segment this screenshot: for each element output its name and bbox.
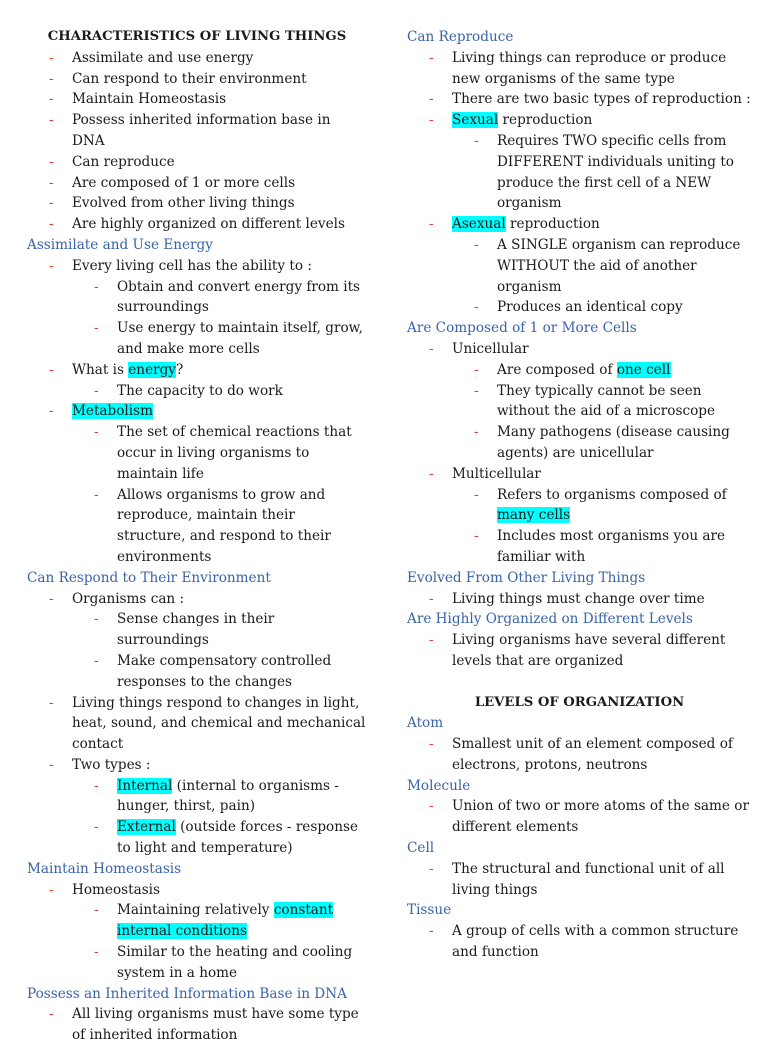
bullet-dash: - xyxy=(49,1006,54,1023)
highlighted-term: one cell xyxy=(616,361,671,378)
section-heading-tissue: Tissue xyxy=(407,902,452,919)
list-item: - Maintain Homeostasis xyxy=(27,89,367,110)
list-item: - All living organisms must have some type of inherited information xyxy=(49,1006,359,1044)
highlighted-term: Internal xyxy=(117,777,173,794)
highlighted-term: Metabolism xyxy=(72,403,153,420)
bullet-dash: - xyxy=(49,91,54,108)
list-item: - Are composed of 1 or more cells xyxy=(27,173,367,194)
list-item: - Are highly organized on different levels xyxy=(27,214,367,235)
list-item: - Can respond to their environment xyxy=(27,69,367,90)
section-heading-homeostasis: Maintain Homeostasis xyxy=(27,860,182,877)
bullet-dash: - xyxy=(429,340,434,357)
section-heading-respond: Can Respond to Their Environment xyxy=(27,569,271,586)
section-heading-cells: Are Composed of 1 or More Cells xyxy=(407,320,637,337)
bullet-dash: - xyxy=(429,736,434,753)
bullet-dash: - xyxy=(49,257,54,274)
list-item: - Sexual reproduction xyxy=(407,110,752,131)
highlighted-term: External xyxy=(117,819,176,836)
bullet-dash: - xyxy=(49,70,54,87)
bullet-dash: - xyxy=(474,299,479,316)
bullet-dash: - xyxy=(49,174,54,191)
list-item: - Living things must change over time xyxy=(407,589,752,610)
bullet-dash: - xyxy=(94,652,99,669)
section-heading-organized: Are Highly Organized on Different Levels xyxy=(407,611,693,628)
list-item xyxy=(27,401,367,422)
list-item: - Smallest unit of an element composed of electrons, protons, neutrons xyxy=(429,736,733,773)
list-item: - Use energy to maintain itself, grow, and make more cells xyxy=(94,320,363,357)
bullet-dash: - xyxy=(94,278,99,295)
bullet-dash: - xyxy=(49,694,54,711)
bullet-dash: - xyxy=(49,403,54,420)
bullet-dash: - xyxy=(49,881,54,898)
list-item: - Maintaining relatively constant internal conditions xyxy=(94,902,334,940)
bullet-dash: - xyxy=(94,320,99,337)
section-heading-evolved: Evolved From Other Living Things xyxy=(407,569,646,586)
bullet-dash: - xyxy=(429,798,434,815)
bullet-dash: - xyxy=(429,216,434,233)
bullet-dash: - xyxy=(49,49,54,66)
list-item: - Similar to the heating and cooling system in a home xyxy=(94,944,353,981)
bullet-dash: - xyxy=(49,361,54,378)
bullet-dash: - xyxy=(474,528,479,545)
bullet-dash: - xyxy=(429,112,434,129)
bullet-dash: - xyxy=(49,756,54,773)
bullet-dash: - xyxy=(49,590,54,607)
highlighted-term: many cells xyxy=(497,507,571,524)
list-item: - Many pathogens (disease causing agents) are unicellular xyxy=(474,424,730,461)
list-item: - Sense changes in their surroundings xyxy=(94,611,275,649)
list-item: - The capacity to do work xyxy=(27,381,367,402)
section-heading-cell: Cell xyxy=(407,840,435,857)
list-item: - A SINGLE organism can reproduce WITHOUT the aid of another organism xyxy=(474,236,741,295)
bullet-dash: - xyxy=(429,465,434,482)
list-item: - Are composed of one cell xyxy=(407,360,752,381)
bullet-dash: - xyxy=(474,382,479,399)
list-item: - Produces an identical copy xyxy=(407,297,752,318)
bullet-dash: - xyxy=(429,49,434,66)
bullet-dash: - xyxy=(429,923,434,940)
list-item: - There are two basic types of reproduction : xyxy=(407,89,752,110)
list-item: - Living things can reproduce or produce new organisms of the same type xyxy=(429,49,727,87)
bullet-dash: - xyxy=(49,195,54,212)
list-item: - The structural and functional unit of all living things xyxy=(429,860,725,898)
list-item: - Multicellular xyxy=(407,464,752,485)
section-heading-inherited: Possess an Inherited Information Base in DNA xyxy=(27,985,347,1002)
bullet-dash: - xyxy=(474,424,479,441)
bullet-dash: - xyxy=(429,590,434,607)
list-item: - Possess inherited information base in DNA xyxy=(49,112,331,149)
list-item: - Every living cell has the ability to : xyxy=(27,256,367,277)
bullet-dash: - xyxy=(474,132,479,149)
bullet-dash: - xyxy=(94,486,99,503)
list-item: - External (outside forces - response to light and temperature) xyxy=(94,819,358,857)
highlighted-term: energy xyxy=(128,361,176,378)
list-item: - Living organisms have several different levels that are organized xyxy=(429,632,726,669)
left-column xyxy=(27,27,367,1046)
bullet-dash: - xyxy=(49,216,54,233)
bullet-dash: - xyxy=(94,902,99,919)
list-item: - Unicellular xyxy=(407,339,752,360)
bullet-dash: - xyxy=(94,819,99,836)
bullet-dash: - xyxy=(94,944,99,961)
list-item: - They typically cannot be seen without the aid of a microscope xyxy=(474,382,715,420)
bullet-dash: - xyxy=(49,112,54,129)
bullet-dash: - xyxy=(429,632,434,649)
bullet-dash: - xyxy=(94,382,99,399)
bullet-dash: - xyxy=(429,91,434,108)
list-item: - Includes most organisms you are familiar with xyxy=(474,528,726,565)
section-heading-molecule: Molecule xyxy=(407,777,471,794)
list-item: - Allows organisms to grow and reproduce, maintain their structure, and respond to their environments xyxy=(94,486,331,565)
bullet-dash: - xyxy=(474,486,479,503)
page-title: CHARACTERISTICS OF LIVING THINGS xyxy=(47,29,347,44)
section-heading-reproduce: Can Reproduce xyxy=(407,29,514,45)
list-item: - Can reproduce xyxy=(27,152,367,173)
bullet-dash: - xyxy=(474,361,479,378)
list-item: - A group of cells with a common structure and function xyxy=(429,923,739,961)
bullet-dash: - xyxy=(94,611,99,628)
right-column xyxy=(407,27,752,963)
list-item: - Asexual reproduction xyxy=(407,214,752,235)
bullet-dash: - xyxy=(49,153,54,170)
list-item: - Assimilate and use energy xyxy=(27,48,367,69)
bullet-dash: - xyxy=(94,777,99,794)
list-item: - Homeostasis xyxy=(27,880,367,901)
section-heading-energy: Assimilate and Use Energy xyxy=(27,236,213,253)
bullet-dash: - xyxy=(474,236,479,253)
list-item: - Evolved from other living things xyxy=(27,193,367,214)
list-item: - Obtain and convert energy from its surroundings xyxy=(94,278,361,316)
list-item: - The set of chemical reactions that occur in living organisms to maintain life xyxy=(94,424,352,482)
bullet-dash: - xyxy=(429,860,434,877)
list-item: - Requires TWO specific cells from DIFFERENT individuals uniting to produce the first cell of a NEW organism xyxy=(474,132,734,212)
levels-title: LEVELS OF ORGANIZATION xyxy=(474,694,685,710)
list-item: - Living things respond to changes in light, heat, sound, and chemical and mechanical contact xyxy=(49,694,366,753)
list-item: - Two types : xyxy=(27,755,367,776)
list-item: - Make compensatory controlled responses to the changes xyxy=(94,652,332,690)
bullet-dash: - xyxy=(94,424,99,441)
highlighted-term: Asexual xyxy=(452,216,506,233)
list-item: - Union of two or more atoms of the same or different elements xyxy=(429,798,749,836)
section-heading-atom: Atom xyxy=(407,715,444,732)
list-item: - Organisms can : xyxy=(27,589,367,610)
highlighted-term: constant internal conditions xyxy=(117,902,334,940)
list-item: - Internal (internal to organisms - hunger, thirst, pain) xyxy=(94,777,339,815)
highlighted-term: Sexual xyxy=(452,112,499,129)
list-item: - What is energy? xyxy=(27,360,367,381)
spacer xyxy=(407,672,752,693)
list-item: - Refers to organisms composed of many cells xyxy=(474,486,727,524)
